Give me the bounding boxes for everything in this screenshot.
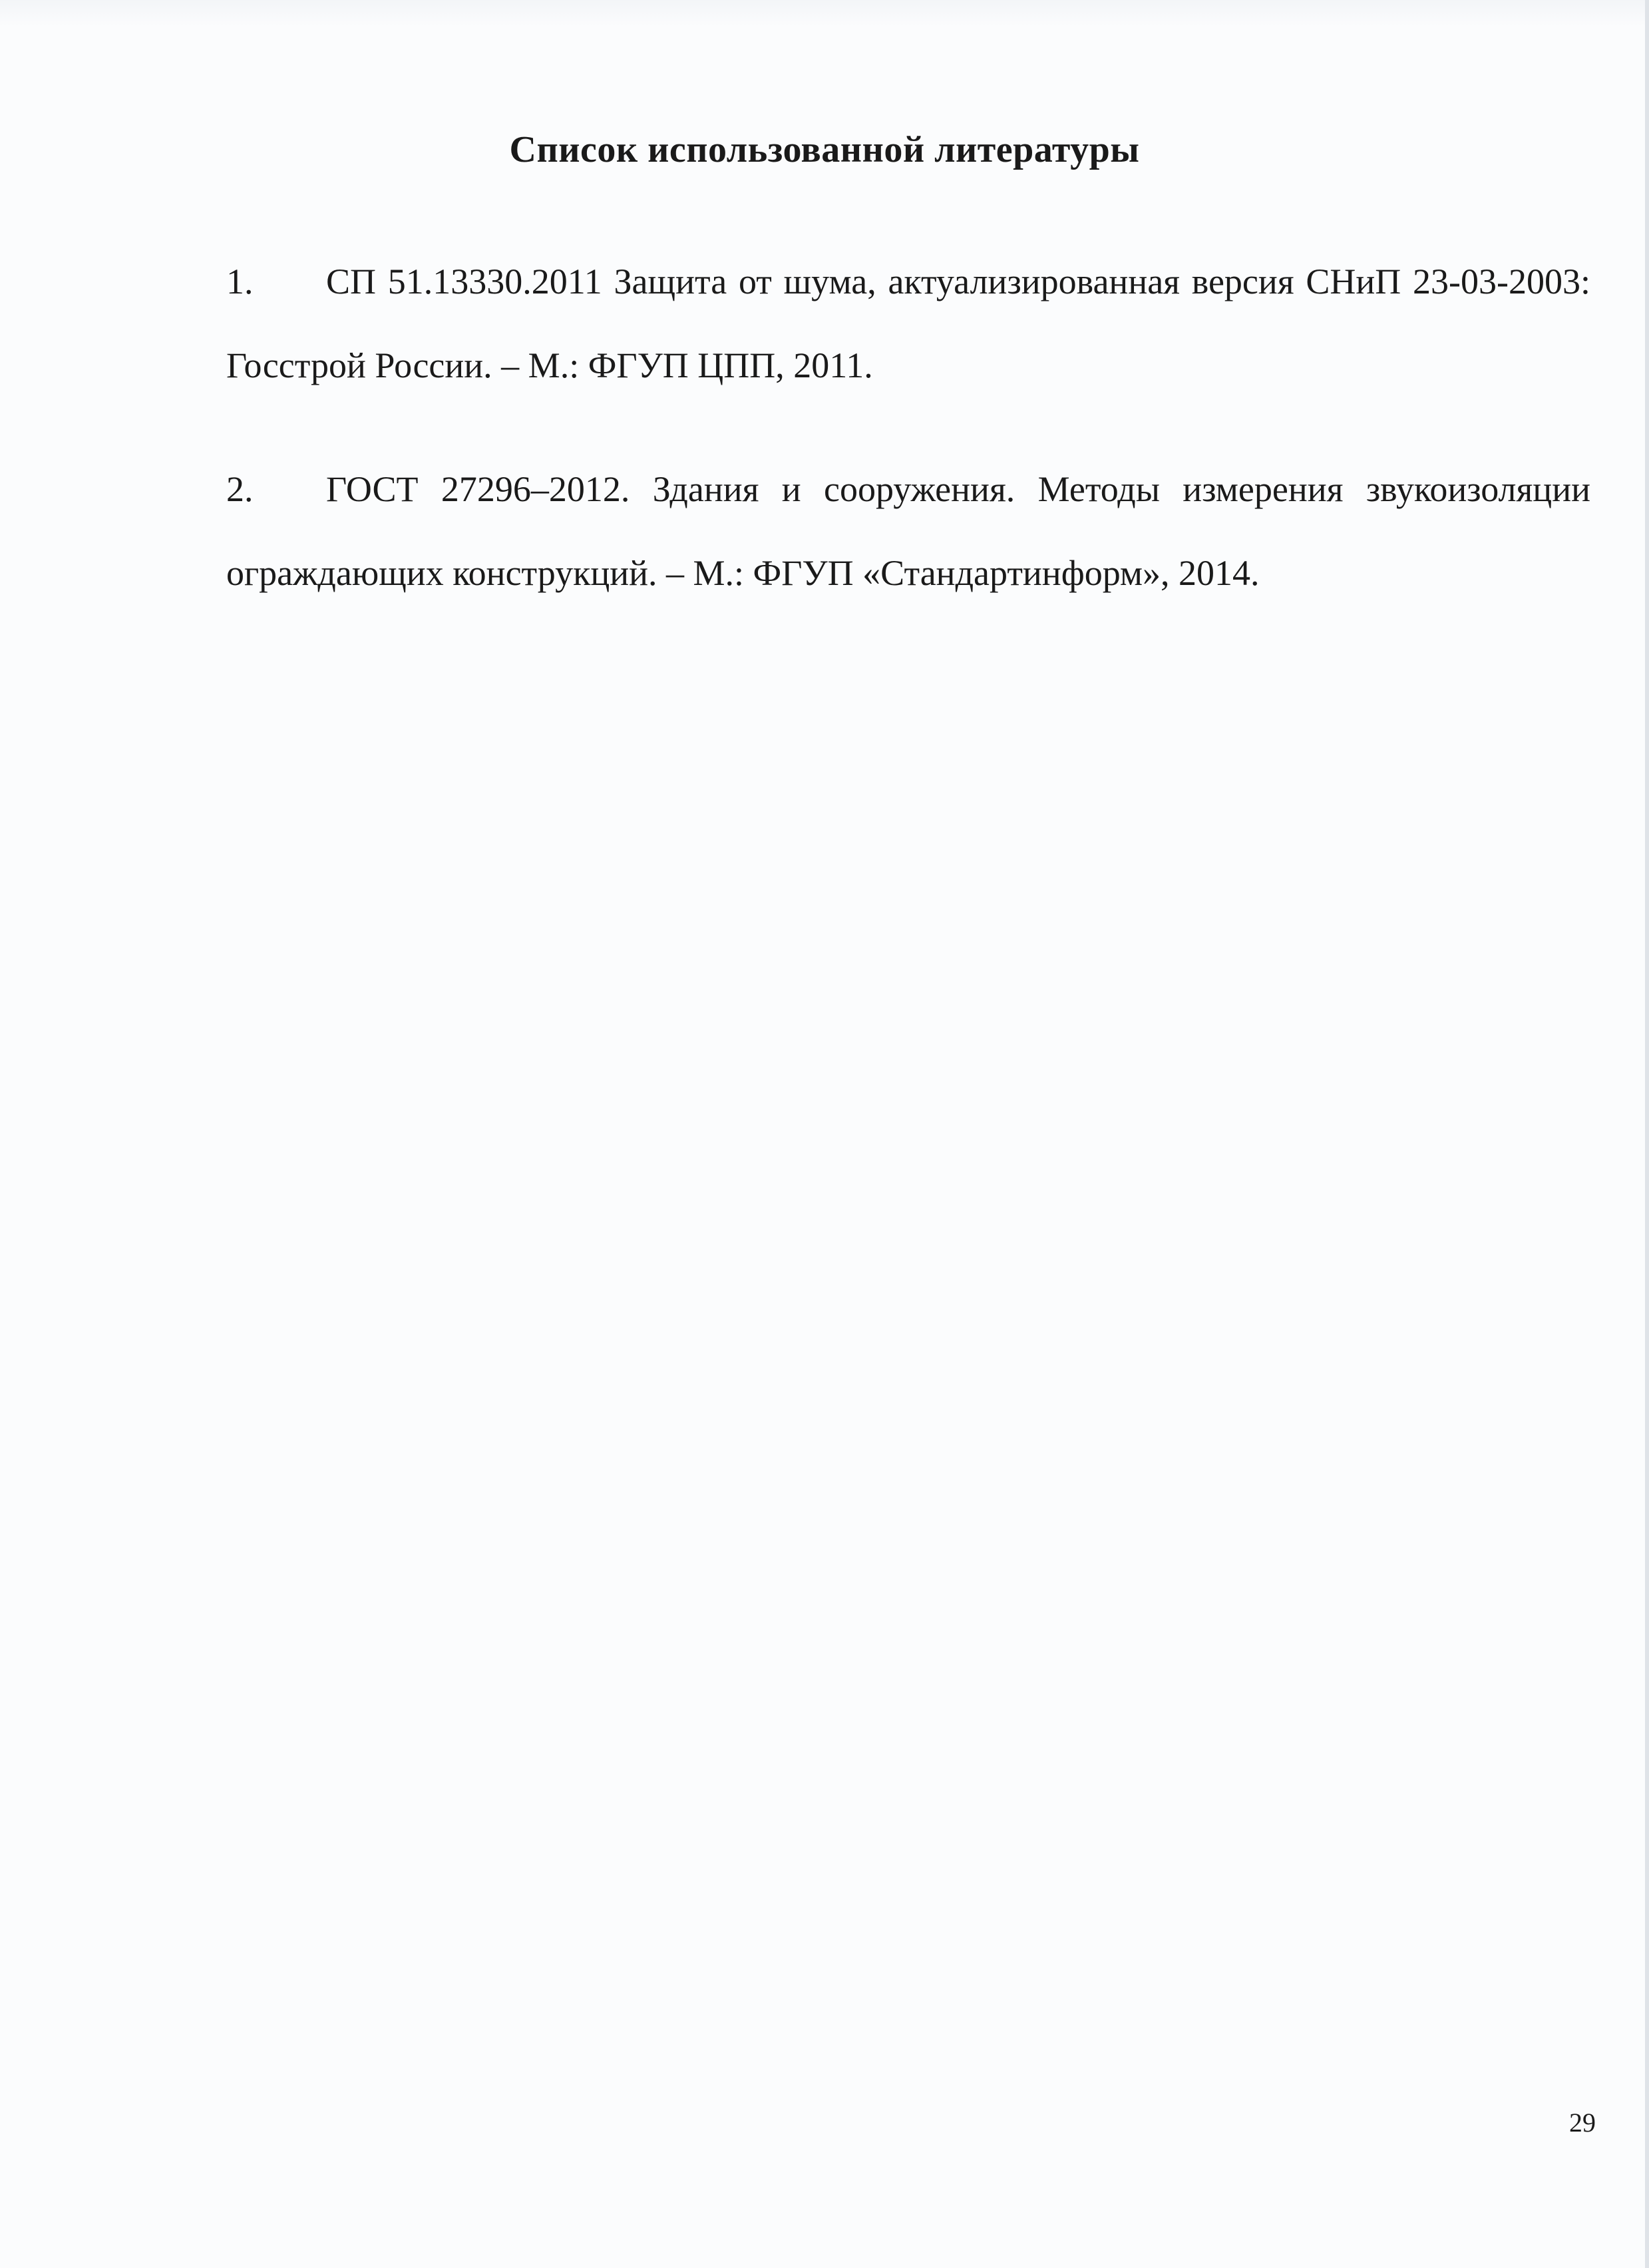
reference-item: [226, 240, 1590, 407]
reference-number: 2.: [226, 469, 254, 509]
reference-number: 1.: [226, 262, 254, 301]
scan-edge: [1645, 0, 1649, 2268]
reference-text: ГОСТ 27296–2012. Здания и сооружения. Методы измерения звукоизоляции ограждающих конструкций. – М.: ФГУП «Стандартинформ», 2014.: [226, 469, 1590, 593]
bibliography-title: Список использованной литературы: [509, 129, 1140, 170]
reference-list: [226, 240, 1590, 655]
reference-text: СП 51.13330.2011 Защита от шума, актуализированная версия СНиП 23-03-2003: Госстрой России. – М.: ФГУП ЦПП, 2011.: [226, 262, 1590, 385]
reference-item: [226, 447, 1590, 615]
page-number: 29: [1569, 2108, 1596, 2138]
